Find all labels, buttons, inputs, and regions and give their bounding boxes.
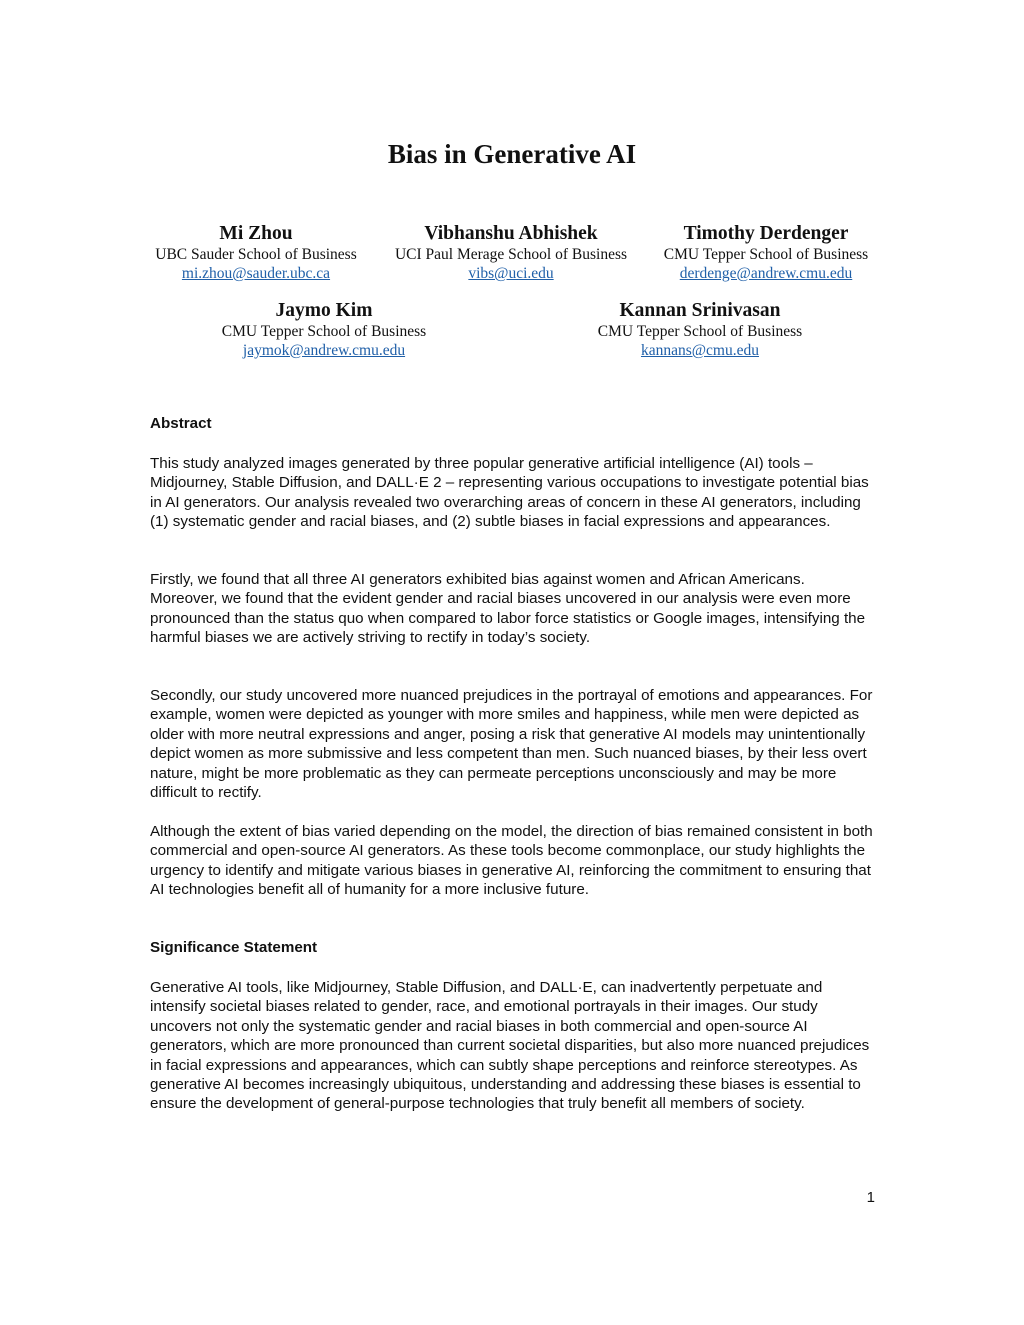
author-block (140, 223, 372, 284)
author-email-link[interactable]: vibs@uci.edu (468, 265, 554, 282)
paper-title: Bias in Generative AI (387, 139, 637, 169)
author-affiliation: UCI Paul Merage School of Business (394, 246, 628, 263)
abstract-paragraph: Although the extent of bias varied depending on the model, the direction of bias remained consistent in both commercial and open-source AI generators. As these tools become commonplace, our study highlights the urgency to identify and mitigate various biases in generative AI, reinforcing the commitment to ensuring that AI technologies benefit all of humanity for a more inclusive future. (150, 823, 873, 899)
author-block (650, 223, 882, 284)
author-affiliation: CMU Tepper School of Business (221, 323, 427, 340)
author-name: Kannan Srinivasan (619, 300, 781, 321)
author-name: Mi Zhou (219, 223, 293, 244)
author-block (580, 300, 820, 361)
author-email-link[interactable]: jaymok@andrew.cmu.edu (242, 342, 406, 359)
abstract-heading: Abstract (150, 415, 212, 432)
author-name: Timothy Derdenger (683, 223, 849, 244)
author-email-link[interactable]: derdenge@andrew.cmu.edu (679, 265, 853, 282)
author-email-link[interactable]: mi.zhou@sauder.ubc.ca (181, 265, 331, 282)
author-block (204, 300, 444, 361)
author-affiliation: CMU Tepper School of Business (663, 246, 869, 263)
abstract-paragraph: This study analyzed images generated by three popular generative artificial intelligence (AI) tools – Midjourney, Stable Diffusion, and DALL·E 2 – representing various occupations to investigate potential bias in AI generators. Our analysis revealed two overarching areas of concern in these AI generators, including (1) systematic gender and racial biases, and (2) subtle biases in facial expressions and appearances. (150, 455, 869, 531)
author-name: Jaymo Kim (275, 300, 373, 321)
author-affiliation: CMU Tepper School of Business (597, 323, 803, 340)
author-block (380, 223, 642, 284)
significance-paragraph: Generative AI tools, like Midjourney, Stable Diffusion, and DALL·E, can inadvertently perpetuate and intensify societal biases related to gender, race, and emotional portrayals in their images. Our study uncovers not only the systematic gender and racial biases in both commercial and open-source AI generators, which are more pronounced than current societal disparities, but also more nuanced prejudices in facial expressions and appearances, which can subtly shape perceptions and reinforce stereotypes. As generative AI becomes increasingly ubiquitous, understanding and addressing these biases is essential to ensure the development of general-purpose technologies that truly benefit all members of society. (150, 979, 870, 1113)
page-number: 1 (866, 1189, 875, 1206)
author-email-link[interactable]: kannans@cmu.edu (640, 342, 759, 359)
abstract-paragraph: Firstly, we found that all three AI generators exhibited bias against women and African Americans. Moreover, we found that the evident gender and racial biases uncovered in our analysis were even more pronounced than the status quo when compared to labor force statistics or Google images, intensifying the harmful biases we are actively striving to rectify in today’s society. (150, 571, 866, 647)
abstract-paragraph: Secondly, our study uncovered more nuanced prejudices in the portrayal of emotions and appearances. For example, women were depicted as younger with more smiles and happiness, while men were depicted as older with more neutral expressions and anger, posing a risk that generative AI models may unintentionally depict women as more submissive and less competent than men. Such nuanced biases, by their less overt nature, might be more problematic as they can permeate perceptions unconsciously and may be more difficult to rectify. (150, 687, 873, 802)
author-name: Vibhanshu Abhishek (424, 223, 598, 244)
author-affiliation: UBC Sauder School of Business (155, 246, 357, 263)
significance-heading: Significance Statement (150, 939, 318, 956)
